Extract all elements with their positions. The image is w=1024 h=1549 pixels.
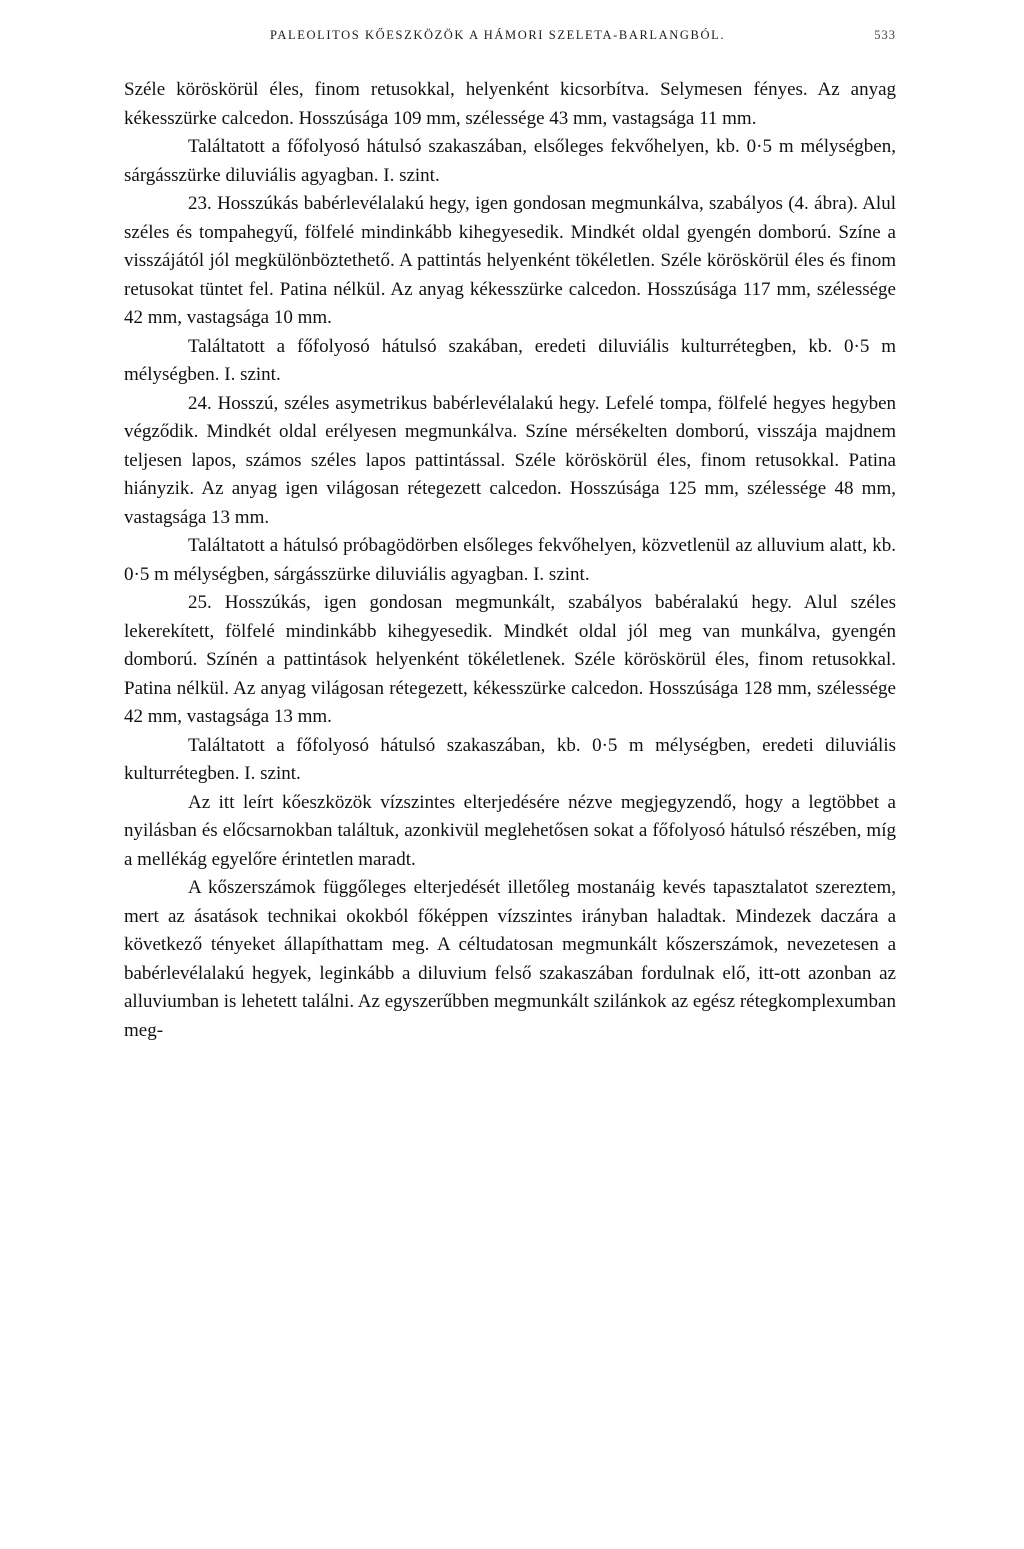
paragraph-vertical-distribution: A kőszerszámok függőleges elterjedését illetőleg mostanáig kevés tapasztalatot szereztem, mert az ásatások technikai okokból főképpen vízszintes irányban haladtak. Mindezek daczára a következő tényeket állapíthattam meg. A céltudatosan megmunkált kőszerszámok, nevezetesen a babérlevélalakú hegyek, leginkább a diluvium felső szakaszában fordulnak elő, itt-ott azonban az alluviumban is lehetett találni. Az egyszerűbben megmunkált szilánkok az egész rétegkomplexumban meg-	[124, 877, 896, 1041]
body-text	[124, 76, 896, 1045]
running-title: PALEOLITOS KŐESZKÖZÖK A HÁMORI SZELETA-BARLANGBÓL.	[270, 28, 726, 42]
paragraph-continuation: Széle köröskörül éles, finom retusokkal, helyenként kicsorbítva. Selymesen fényes. Az anyag kékesszürke calcedon. Hosszúsága 109 mm, szélessége 43 mm, vastagsága 11 mm.	[124, 79, 896, 129]
paragraph-find-location-23: Találtatott a főfolyosó hátulsó szakában, eredeti diluviális kulturrétegben, kb. 0·5 m mélységben. I. szint.	[124, 335, 896, 385]
paragraph-find-location-22: Találtatott a főfolyosó hátulsó szakaszában, elsőleges fekvőhelyen, kb. 0·5 m mélységben, sárgásszürke diluviális agyagban. I. szint.	[124, 136, 896, 186]
running-header	[126, 28, 896, 50]
paragraph-find-location-25: Találtatott a főfolyosó hátulsó szakaszában, kb. 0·5 m mélységben, eredeti diluviális kulturrétegben. I. szint.	[124, 734, 896, 784]
paragraph-find-location-24: Találtatott a hátulsó próbagödörben elsőleges fekvőhelyen, közvetlenül az alluvium alatt, kb. 0·5 m mélységben, sárgásszürke diluviális agyagban. I. szint.	[124, 535, 896, 585]
paragraph-horizontal-distribution: Az itt leírt kőeszközök vízszintes elterjedésére nézve megjegyzendő, hogy a legtöbbet a nyilásban és előcsarnokban találtuk, azonkivül meglehetősen sokat a főfolyosó hátulsó részében, míg a mellékág egyelőre érintetlen maradt.	[124, 791, 896, 870]
page-number: 533	[874, 28, 896, 42]
paragraph-item-24: 24. Hosszú, széles asymetrikus babérlevélalakú hegy. Lefelé tompa, fölfelé hegyes hegyben végződik. Mindkét oldal erélyesen megmunkálva. Színe mérsékelten domború, visszája majdnem teljesen lapos, számos széles lapos pattintással. Széle köröskörül éles, finom retusokkal. Patina hiányzik. Az anyag igen világosan rétegezett calcedon. Hosszúsága 125 mm, szélessége 48 mm, vastagsága 13 mm.	[124, 392, 896, 528]
paragraph-item-23: 23. Hosszúkás babérlevélalakú hegy, igen gondosan megmunkálva, szabályos (4. ábra). Alul széles és tompahegyű, fölfelé mindinkább kihegyesedik. Mindkét oldal gyengén domború. Színe a visszájától jól megkülönböztethető. A pattintás helyenként tökéletlen. Széle köröskörül éles és finom retusokat tüntet fel. Patina nélkül. Az anyag kékesszürke calcedon. Hosszúsága 117 mm, szélessége 42 mm, vastagsága 10 mm.	[124, 193, 896, 328]
paragraph-item-25: 25. Hosszúkás, igen gondosan megmunkált, szabályos babéralakú hegy. Alul széles lekerekített, fölfelé mindinkább kihegyesedik. Mindkét oldal jól meg van munkálva, gyengén domború. Színén a pattintások helyenként tökéletlenek. Széle köröskörül éles, finom retusokkal. Patina nélkül. Az anyag világosan rétegezett, kékesszürke calcedon. Hosszúsága 128 mm, szélessége 42 mm, vastagsága 13 mm.	[124, 592, 896, 727]
